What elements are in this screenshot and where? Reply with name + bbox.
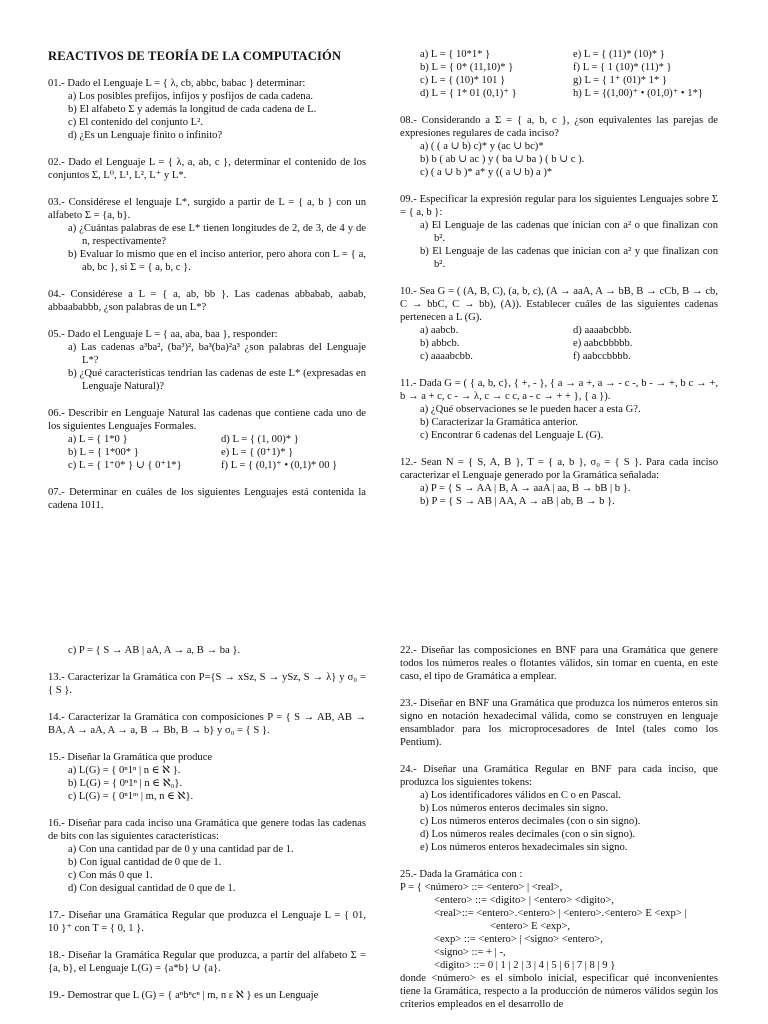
option-grid	[48, 433, 366, 472]
question-items	[400, 403, 718, 442]
list-item: b) Los números enteros decimales sin signo.	[420, 803, 609, 814]
question-items	[400, 789, 718, 854]
column-bottom-left	[48, 644, 366, 1016]
grammar-productions	[400, 881, 718, 972]
document-title: REACTIVOS DE TEORÍA DE LA COMPUTACIÓN	[48, 49, 342, 63]
option: e) L = { (11)* (10)* }	[573, 49, 665, 60]
option: g) L = { 1⁺ (01)* 1* }	[573, 75, 668, 86]
question-09	[400, 193, 718, 271]
question-17	[48, 909, 366, 935]
option: h) L = {(1,00)⁺ • (01,0)⁺ • 1*}	[573, 88, 703, 99]
question-03	[48, 196, 366, 274]
option: a) L = { 1*0 }	[68, 434, 128, 445]
list-item: b) Caracterizar la Gramática anterior.	[420, 417, 578, 428]
option: d) L = { 1* 01 (0,1)⁺ }	[420, 88, 517, 99]
question-items	[48, 341, 366, 393]
question-text: 08.- Considerando a Σ = { a, b, c }, ¿son equivalentes las parejas de expresiones regulares de cada inciso?	[400, 115, 718, 139]
question-items	[48, 90, 366, 142]
list-item: a) ¿Qué observaciones se le pueden hacer a esta G?.	[420, 404, 641, 415]
option: f) L = { 1 (10)* (11)* }	[573, 62, 672, 73]
question-text: donde <número> es el símbolo inicial, especificar qué inconvenientes tiene la Gramática, respecto a la producción de números válidos según los criterios empleados en el desarrollo de	[400, 973, 718, 1010]
question-04	[48, 288, 366, 314]
question-text: 01.- Dado el Lenguaje L = { λ, cb, abbc, babac } determinar:	[48, 78, 306, 89]
option: d) L = { (1, 00)* }	[221, 434, 299, 445]
list-item: a) P = { S → AA | B, A → aaA | aa, B → bB | b }.	[420, 483, 631, 494]
question-items	[48, 222, 366, 274]
list-item: a) Con una cantidad par de 0 y una cantidad par de 1.	[68, 844, 294, 855]
list-item: b) ¿Qué características tendrían las cadenas de este L* (expresadas en Lenguaje Natural)?	[68, 368, 366, 392]
question-text: 11.- Dada G = ( { a, b, c}, { +, - }, { a → a +, a → - c -, b - → +, b c → +, b → a + c, c - → λ, c → c c, a - c → + + }, { a }).	[400, 378, 718, 402]
list-item: e) Los números enteros hexadecimales sin signo.	[420, 842, 628, 853]
grammar-line: <entero> ::= <digito> | <entero> <digito>,	[434, 895, 615, 906]
question-text: 22.- Diseñar las composiciones en BNF para una Gramática que genere todos los números reales o flotantes válidos, sin tomar en cuenta, en este caso, el tipo de Gramática a emplear.	[400, 645, 718, 682]
column-bottom-right	[400, 644, 718, 1024]
question-08	[400, 114, 718, 179]
list-item: a) Los identificadores válidos en C o en Pascal.	[420, 790, 621, 801]
question-07	[48, 486, 366, 512]
question-text: 13.- Caracterizar la Gramática con P={S → xSz, S → ySz, S → λ} y σ₀ = { S }.	[48, 672, 366, 696]
list-item: a) ( ( a ∪ b) c)* y (ac ∪ bc)*	[420, 141, 544, 152]
question-02	[48, 156, 366, 182]
question-text: 06.- Describir en Lenguaje Natural las cadenas que contiene cada uno de los siguientes Lenguajes Formales.	[48, 408, 366, 432]
option: b) L = { 0* (11,10)* }	[420, 62, 514, 73]
question-text: 25.- Dada la Gramática con :	[400, 869, 523, 880]
option: b) L = { 1*00* }	[68, 447, 139, 458]
question-25	[400, 868, 718, 1011]
question-text: 04.- Considérese a L = { a, ab, bb }. Las cadenas abbabab, aabab, abbaababbb, ¿son palabras de un L*?	[48, 289, 366, 313]
list-item: a) Las cadenas a³ba², (ba³)², ba³(ba)²a³ ¿son palabras del Lenguaje L*?	[68, 342, 366, 366]
list-item: b) P = { S → AB | AA, A → aB | ab, B → b }.	[420, 496, 615, 507]
question-text: 10.- Sea G = ( (A, B, C), (a, b, c), (A → aaA, A → bB, B → cCb, B → cb, C → bbC, C → bb), (A)). Establecer cuáles de las siguientes cadenas pertenecen a L (G).	[400, 286, 718, 323]
question-07-options	[400, 48, 718, 100]
list-item: a) ¿Cuántas palabras de ese L* tienen longitudes de 2, de 3, de 4 y de n, respectivamente?	[68, 223, 366, 247]
option: f) aabccbbbb.	[573, 351, 631, 362]
list-item: c) L(G) = { 0ⁿ1ᵐ | m, n ∈ ℵ}.	[68, 791, 194, 802]
question-items	[48, 843, 366, 895]
grammar-line: <real>::= <entero>.<entero> | <entero>.<entero> E <exp> |	[434, 908, 687, 919]
question-05	[48, 328, 366, 393]
question-15	[48, 751, 366, 803]
question-text: 15.- Diseñar la Gramática que produce	[48, 752, 213, 763]
question-01	[48, 77, 366, 142]
question-text: 17.- Diseñar una Gramática Regular que produzca el Lenguaje L = { 01, 10 }⁺ con T = { 0, 1 }.	[48, 910, 366, 934]
question-text: 03.- Considérese el lenguaje L*, surgido a partir de L = { a, b } con un alfabeto Σ = {a, b}.	[48, 197, 366, 221]
question-18	[48, 949, 366, 975]
list-item: c) El contenido del conjunto L².	[68, 117, 203, 128]
column-top-right	[400, 48, 718, 522]
list-item: b) L(G) = { 0ⁿ1ⁿ | n ∈ ℵ₀}.	[68, 778, 183, 789]
list-item: c) P = { S → AB | aA, A → a, B → ba }.	[68, 645, 241, 656]
list-item: d) Con desigual cantidad de 0 que de 1.	[68, 883, 236, 894]
question-10	[400, 285, 718, 363]
question-24	[400, 763, 718, 854]
question-22	[400, 644, 718, 683]
question-items	[48, 764, 366, 803]
question-06	[48, 407, 366, 472]
column-top-left	[48, 50, 366, 526]
option: d) aaaabcbbb.	[573, 325, 632, 336]
page-bottom	[0, 630, 768, 1024]
option-grid	[400, 324, 718, 363]
grammar-line: <signo> ::= + | -,	[434, 947, 506, 958]
question-text: 09.- Especificar la expresión regular para los siguientes Lenguajes sobre Σ = { a, b }:	[400, 194, 718, 218]
question-23	[400, 697, 718, 749]
option: a) L = { 10*1* }	[420, 49, 491, 60]
question-text: 12.- Sean N = { S, A, B }, T = { a, b }, σ₀ = { S }. Para cada inciso caracterizar el Lenguaje generado por la Gramática señalada:	[400, 457, 718, 481]
list-item: a) El Lenguaje de las cadenas que inician con a² o que finalizan con b².	[420, 220, 718, 244]
option: c) L = { 1⁺0* } ∪ { 0⁺1*}	[68, 460, 182, 471]
question-14	[48, 711, 366, 737]
grammar-line: P = { <número> ::= <entero> | <real>,	[400, 882, 563, 893]
list-item: b) El Lenguaje de las cadenas que inician con a² y que finalizan con b².	[420, 246, 718, 270]
question-text: 02.- Dado el Lenguaje L = { λ, a, ab, c }, determinar el contenido de los conjuntos Σ, L⁰, L¹, L², L⁺ y L*.	[48, 157, 366, 181]
question-text: 24.- Diseñar una Gramática Regular en BNF para cada inciso, que produzca los siguientes tokens:	[400, 764, 718, 788]
option-grid	[400, 48, 718, 100]
question-items	[400, 219, 718, 271]
option: e) L = { (0⁺1)* }	[221, 447, 294, 458]
grammar-line: <exp> ::= <entero> | <signo> <entero>,	[434, 934, 603, 945]
list-item: a) Los posibles prefijos, infijos y posfijos de cada cadena.	[68, 91, 314, 102]
list-item: d) Los números reales decimales (con o sin signo).	[420, 829, 636, 840]
option: c) L = { (10)* 101 }	[420, 75, 506, 86]
option: a) aabcb.	[420, 325, 459, 336]
question-text: 16.- Diseñar para cada inciso una Gramática que genere todas las cadenas de bits con las siguientes características:	[48, 818, 366, 842]
question-text: 14.- Caracterizar la Gramática con composiciones P = { S → AB, AB → BA, A → aA, A → a, B → Bb, B → b} y σ₀ = { S }.	[48, 712, 366, 736]
question-16	[48, 817, 366, 895]
question-items	[400, 140, 718, 179]
question-text: 07.- Determinar en cuáles de los siguientes Lenguajes está contenida la cadena 1011.	[48, 487, 366, 511]
question-text: 23.- Diseñar en BNF una Gramática que produzca los números enteros sin signo en notación hexadecimal válida, como se construyen en lenguaje ensamblador para los microprocesadores de Intel (tales como los Pentium).	[400, 698, 718, 748]
grammar-line: <entero> E <exp>,	[490, 921, 571, 932]
list-item: b) Con igual cantidad de 0 que de 1.	[68, 857, 222, 868]
option: c) aaaabcbb.	[420, 351, 473, 362]
list-item: d) ¿Es un Lenguaje finito o infinito?	[68, 130, 223, 141]
question-11	[400, 377, 718, 442]
option: e) aabcbbbbb.	[573, 338, 633, 349]
list-item: a) L(G) = { 0ⁿ1ⁿ | n ∈ ℵ }.	[68, 765, 181, 776]
list-item: c) Con más 0 que 1.	[68, 870, 153, 881]
question-text: 19.- Demostrar que L (G) = { aⁿbⁿcⁿ | m, n ε ℵ } es un Lenguaje	[48, 990, 319, 1001]
grammar-line: <digito> ::= 0 | 1 | 2 | 3 | 4 | 5 | 6 | 7 | 8 | 9 }	[434, 960, 616, 971]
list-item: c) Encontrar 6 cadenas del Lenguaje L (G).	[420, 430, 604, 441]
question-text: 05.- Dado el Lenguaje L = { aa, aba, baa }, responder:	[48, 329, 278, 340]
list-item: c) ( a ∪ b )* a* y (( a ∪ b) a )*	[420, 167, 553, 178]
list-item: b) b ( ab ∪ ac ) y ( ba ∪ ba ) ( b ∪ c ).	[420, 154, 585, 165]
question-text: 18.- Diseñar la Gramática Regular que produzca, a partir del alfabeto Σ = {a, b}, el Lenguaje L(G) = {a*b} ∪ {a}.	[48, 950, 366, 974]
question-19	[48, 989, 366, 1002]
list-item: b) Evaluar lo mismo que en el inciso anterior, pero ahora con L = { a, ab, bc }, si Σ = { a, b, c }.	[68, 249, 366, 273]
question-13	[48, 671, 366, 697]
list-item: b) El alfabeto Σ y además la longitud de cada cadena de L.	[68, 104, 317, 115]
option: b) abbcb.	[420, 338, 460, 349]
question-items	[400, 482, 718, 508]
option: f) L = { (0,1)⁺ • (0,1)* 00 }	[221, 460, 338, 471]
question-12	[400, 456, 718, 508]
list-item: c) Los números enteros decimales (con o sin signo).	[420, 816, 641, 827]
question-12c	[48, 644, 366, 657]
question-items	[48, 644, 366, 657]
